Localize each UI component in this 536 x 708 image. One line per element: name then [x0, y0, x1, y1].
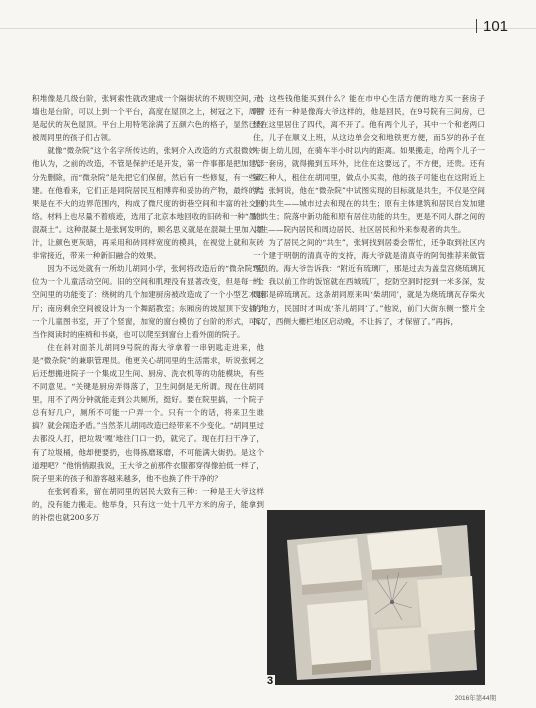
model-illustration — [267, 510, 485, 685]
header-rule — [0, 28, 536, 29]
page-number — [476, 18, 508, 35]
paragraph: 在张轲看来，留在胡同里的居民大致有三种：一种是王大爷这样的，没有能力搬走。他举身，只有这一处十几平方米的房子，能拿到的补偿也就200多万 — [32, 486, 264, 522]
page-number-text: 101 — [483, 18, 509, 35]
paragraph: 元，这些钱他能买到什么？能在市中心生活方便的地方买一套房子吗？还有一种是像海大爷这样的，他是回民，在9号院有三间房，已经在这里居住了四代，离不开了。他有两个儿子，其中一个和老两口住，儿子在顺义上班，从这边单会交和地铁更方便，而5岁的孙子在牛街上幼儿园，在骑车半小时以内的距离。如果搬走，给两个儿子一人一套房，就得搬到五环外，比住在这要远了，不方便，还贵。还有第三种人，租住在胡同里，做点小买卖，他的孩子可能也在这附近上学。张轲说，他在“微杂院”中试图实现的目标就是共生，不仅是空间上的共生——城市过去和现在的共生；原有主体建筑和居民自发加建的共生；院落中新功能和原有居住功能的共生，更是不同人群之间的共生——院内居民和周边居民、社区居民和外来参观者的共生。 — [253, 94, 485, 234]
right-text-column — [253, 92, 485, 328]
paragraph: 因为不远处就有一所幼儿胡同小学，张轲将改造后的“微杂院”定位为一个儿童活动空间。旧的空间和肌理没有显著改变，但是每一个空间里的功能变了：绕树的几个加建厨房被改造成了一个小型艺术展厅；南房剩余空间被设计为一个舞蹈教室；东厢房的坡屋顶下安插了一个儿童图书室，开了个竖窗，加宽的窗台模仿了台阶的形式，可以当作阅读时的座椅和书桌，也可以爬至到窗台上看外面的院子。 — [32, 264, 264, 339]
figure-number: 3 — [267, 675, 274, 685]
paragraph: 为了居民之间的“共生”，张轲找到居委会帮忙，还争取到社区内一个建于明朝的清真寺的支持，海大爷就是清真寺的阿訇推荐来做管理员的。海大爷告诉我：“附近有琉璃厂，那是过去为盖皇宫烧琉璃瓦的。我以前工作的饭馆就在西城琉厂，挖防空洞时挖到一米多深，发现都是碎琉璃瓦。这条胡同原来叫‘柴胡同’，就是为烧琉璃瓦存柴火的地方，民国时才叫成‘茶儿胡同’了。”他说，前门大街东侧一整片全拆了，西侧大栅栏地区启动晚，不让拆了，才保留了。”再拆， — [253, 238, 485, 326]
paragraph: 就像“微杂院”这个名字所传达的，张轲介入改造的方式很微妙。他认为，之前的改造，不管是保护还是开发，第一件事都是把加建部分先删除，而“微杂院”是先把它们保留，然后有一些修复，有一些改建。在他看来，它们正是同院居民互相博弈和妥协的产物，最终的结果是在不大的边界范围内，构成了微尺度的街巷空间和丰富的社交网络。材料上也尽量不着痕迹，选用了北京本地回收的旧砖和一种“墨汁混凝土”。这种混凝土是张轲发明的，顾名思义就是在混凝土里加入墨汁，让颜色更灰暗，再采用和砖同样宽度的模具，在视觉上就和灰砖非常接近，带来一种新旧融合的效果。 — [32, 146, 264, 261]
left-text-column — [32, 92, 264, 524]
issue-footer: 2016年第44期 — [454, 695, 496, 702]
paragraph: 积堆像是几级台阶，张轲索性就改建成一个隔街状的不规则空间，外墙也是台阶，可以上到一个平台，高度在屋顶之上，树冠之下，周围是起伏的灰色屋顶。平台上用特笔涂满了五颜六色的格子，显然已经被周同里的孩子们占领。 — [32, 94, 264, 143]
architecture-model-photo — [267, 510, 485, 685]
page-number-bar — [476, 19, 477, 33]
paragraph: 住在斜对面茶儿胡同9号院的海大爷拿着一串钥匙走进来，他是“微杂院”的兼职管理员。他更关心胡同里的生活需求，听说张轲之后还想搬进院子一个集成卫生间、厨房、洗衣机等的功能模块，有些不同意见。“关键是厨房弄得落了，卫生间倒是无所谓。现在住胡同里，用不了两分钟就能走到公共厕所，挺好。要在院里搞，一个院子总有好几户，厕所不可能一户弄一个。只有一个的话，将来卫生谁搞？就会闹造矛盾。”当然茶儿胡同改造已经带来不少变化。“胡同里过去都没人打，把垃圾‘嘎’地往门口一扔，就完了。现在打扫干净了，有了垃圾桶，他却便要扔，也得拣磨琢磨，不可能满大街扔。是这个道理吧？”他悄悄跟我说，王大爷之前那件衣服都穿得像拍低一样了，院子里来的孩子和游客越来越多，他不也换了件干净的？ — [32, 342, 264, 483]
